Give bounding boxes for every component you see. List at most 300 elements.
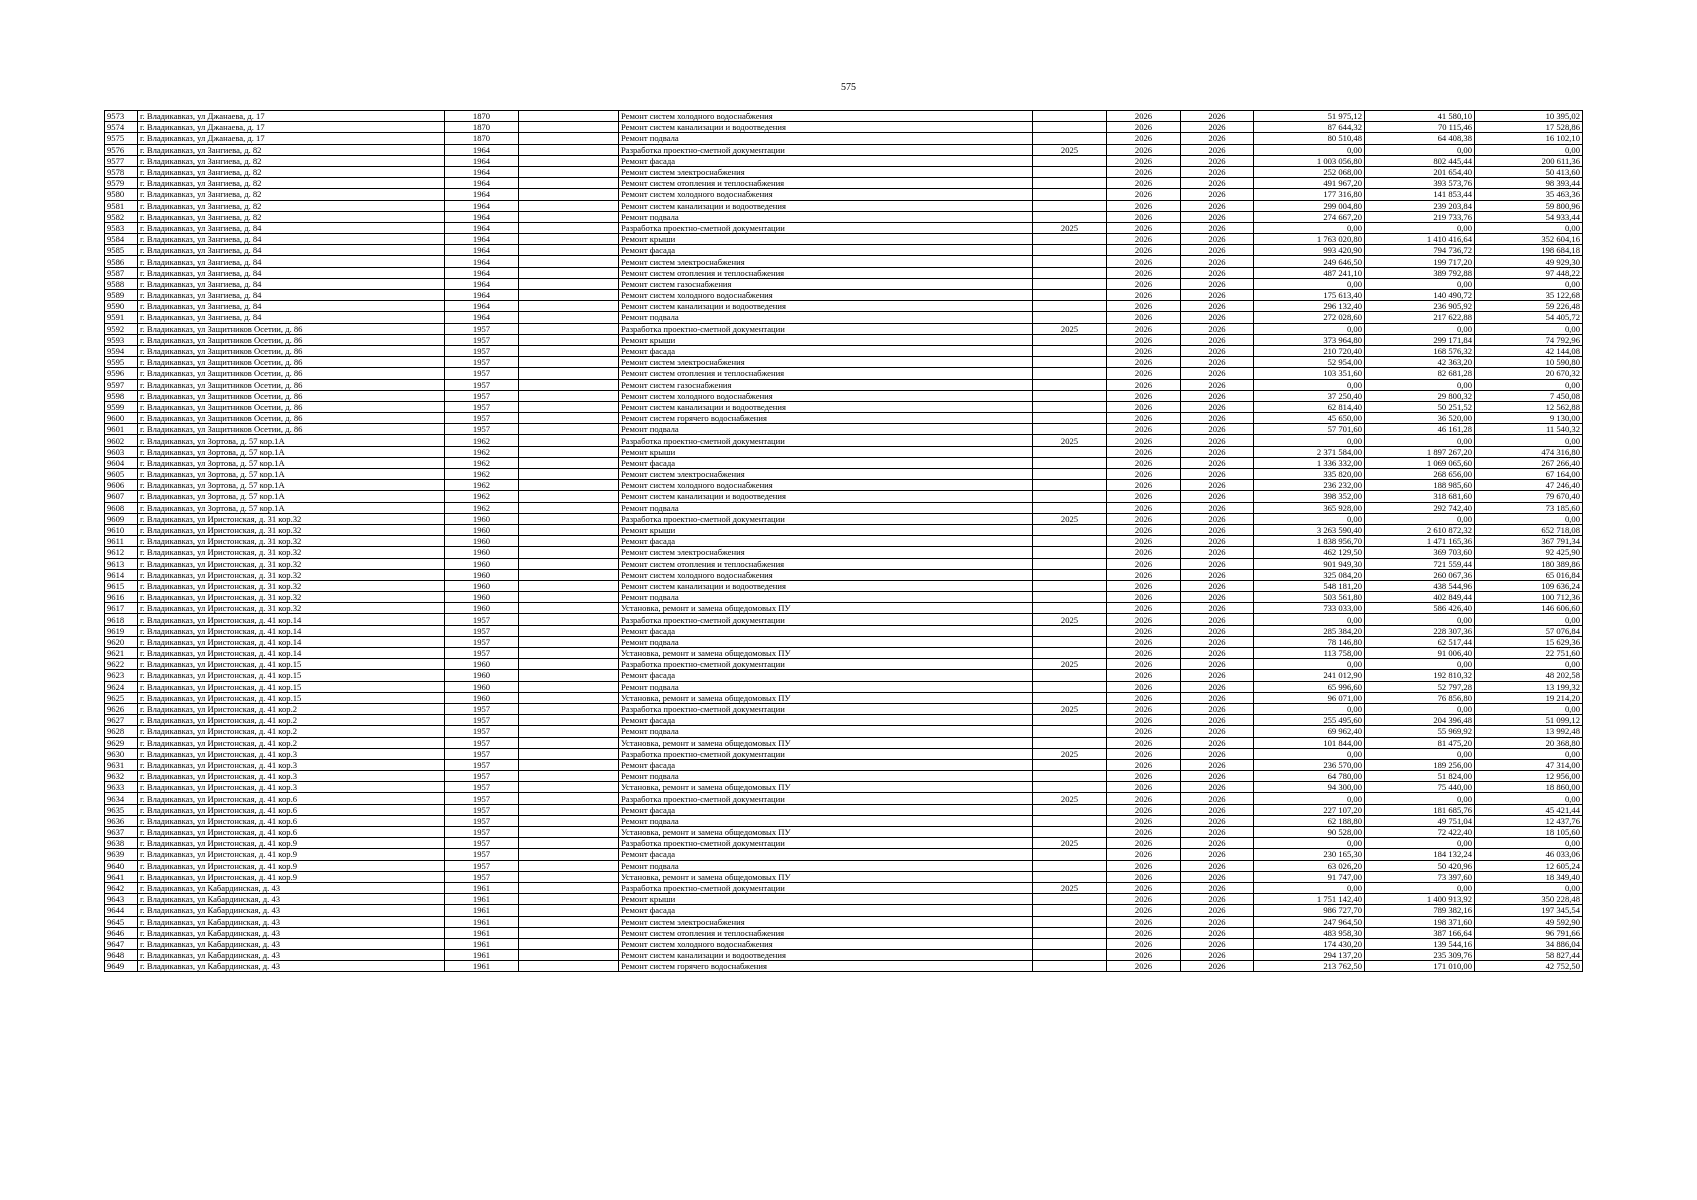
design-year-cell [1033,558,1107,569]
total-cost-cell: 0,00 [1254,659,1365,670]
work-type-cell: Ремонт систем холодного водоснабжения [619,938,1033,949]
address-cell: г. Владикавказ, ул Зангиева, д. 84 [138,290,445,301]
design-year-cell: 2025 [1033,435,1107,446]
fund-cost-cell: 204 396,48 [1365,715,1475,726]
design-year-cell [1033,480,1107,491]
fund-cost-cell: 299 171,84 [1365,334,1475,345]
year-built-cell: 1957 [445,390,519,401]
total-cost-cell: 1 336 332,00 [1254,457,1365,468]
row-number: 9627 [105,715,138,726]
total-cost-cell: 0,00 [1254,144,1365,155]
address-cell: г. Владикавказ, ул Иристонская, д. 41 кор.14 [138,614,445,625]
fund-cost-cell: 789 382,16 [1365,905,1475,916]
address-cell: г. Владикавказ, ул Иристонская, д. 41 кор.6 [138,804,445,815]
empty-cell [519,603,619,614]
fund-cost-cell: 139 544,16 [1365,938,1475,949]
end-year-cell: 2026 [1181,502,1254,513]
work-type-cell: Ремонт систем горячего водоснабжения [619,961,1033,972]
total-cost-cell: 398 352,00 [1254,491,1365,502]
empty-cell [519,715,619,726]
total-cost-cell: 103 351,60 [1254,368,1365,379]
start-year-cell: 2026 [1107,502,1181,513]
empty-cell [519,737,619,748]
total-cost-cell: 1 003 056,80 [1254,155,1365,166]
table-row [105,547,1583,558]
design-year-cell [1033,961,1107,972]
table-row [105,782,1583,793]
total-cost-cell: 285 384,20 [1254,625,1365,636]
start-year-cell: 2026 [1107,200,1181,211]
fund-cost-cell: 75 440,00 [1365,782,1475,793]
table-row [105,155,1583,166]
owners-cost-cell: 98 393,44 [1475,178,1583,189]
owners-cost-cell: 100 712,36 [1475,592,1583,603]
year-built-cell: 1961 [445,905,519,916]
work-type-cell: Установка, ремонт и замена общедомовых ПУ [619,648,1033,659]
empty-cell [519,189,619,200]
row-number: 9624 [105,681,138,692]
year-built-cell: 1957 [445,793,519,804]
year-built-cell: 1964 [445,189,519,200]
design-year-cell [1033,491,1107,502]
address-cell: г. Владикавказ, ул Иристонская, д. 41 кор.9 [138,838,445,849]
fund-cost-cell: 64 408,38 [1365,133,1475,144]
total-cost-cell: 247 964,50 [1254,916,1365,927]
start-year-cell: 2026 [1107,390,1181,401]
owners-cost-cell: 0,00 [1475,379,1583,390]
address-cell: г. Владикавказ, ул Защитников Осетии, д. 86 [138,401,445,412]
end-year-cell: 2026 [1181,200,1254,211]
total-cost-cell: 94 300,00 [1254,782,1365,793]
end-year-cell: 2026 [1181,670,1254,681]
design-year-cell [1033,726,1107,737]
owners-cost-cell: 47 246,40 [1475,480,1583,491]
start-year-cell: 2026 [1107,603,1181,614]
table-row [105,703,1583,714]
end-year-cell: 2026 [1181,278,1254,289]
owners-cost-cell: 92 425,90 [1475,547,1583,558]
start-year-cell: 2026 [1107,234,1181,245]
address-cell: г. Владикавказ, ул Иристонская, д. 31 кор.32 [138,603,445,614]
total-cost-cell: 487 241,10 [1254,267,1365,278]
empty-cell [519,267,619,278]
fund-cost-cell: 81 475,20 [1365,737,1475,748]
empty-cell [519,592,619,603]
fund-cost-cell: 171 010,00 [1365,961,1475,972]
owners-cost-cell: 11 540,32 [1475,424,1583,435]
table-row [105,827,1583,838]
design-year-cell [1033,524,1107,535]
row-number: 9579 [105,178,138,189]
empty-cell [519,200,619,211]
start-year-cell: 2026 [1107,950,1181,961]
address-cell: г. Владикавказ, ул Иристонская, д. 41 кор.15 [138,670,445,681]
start-year-cell: 2026 [1107,849,1181,860]
empty-cell [519,894,619,905]
row-number: 9646 [105,927,138,938]
end-year-cell: 2026 [1181,681,1254,692]
total-cost-cell: 230 165,30 [1254,849,1365,860]
work-type-cell: Разработка проектно-сметной документации [619,703,1033,714]
table-row [105,312,1583,323]
owners-cost-cell: 0,00 [1475,838,1583,849]
end-year-cell: 2026 [1181,345,1254,356]
end-year-cell: 2026 [1181,290,1254,301]
fund-cost-cell: 141 853,44 [1365,189,1475,200]
end-year-cell: 2026 [1181,950,1254,961]
year-built-cell: 1964 [445,222,519,233]
fund-cost-cell: 0,00 [1365,278,1475,289]
owners-cost-cell: 65 016,84 [1475,569,1583,580]
start-year-cell: 2026 [1107,681,1181,692]
start-year-cell: 2026 [1107,961,1181,972]
design-year-cell [1033,916,1107,927]
design-year-cell [1033,782,1107,793]
design-year-cell [1033,155,1107,166]
owners-cost-cell: 367 791,34 [1475,536,1583,547]
row-number: 9619 [105,625,138,636]
empty-cell [519,435,619,446]
work-type-cell: Ремонт фасада [619,457,1033,468]
fund-cost-cell: 0,00 [1365,323,1475,334]
fund-cost-cell: 55 969,92 [1365,726,1475,737]
year-built-cell: 1964 [445,312,519,323]
address-cell: г. Владикавказ, ул Иристонская, д. 41 кор.2 [138,703,445,714]
year-built-cell: 1957 [445,334,519,345]
row-number: 9633 [105,782,138,793]
row-number: 9587 [105,267,138,278]
start-year-cell: 2026 [1107,178,1181,189]
owners-cost-cell: 15 629,36 [1475,636,1583,647]
row-number: 9626 [105,703,138,714]
work-type-cell: Ремонт систем газоснабжения [619,379,1033,390]
owners-cost-cell: 49 592,90 [1475,916,1583,927]
work-type-cell: Ремонт крыши [619,334,1033,345]
table-row [105,838,1583,849]
fund-cost-cell: 192 810,32 [1365,670,1475,681]
address-cell: г. Владикавказ, ул Иристонская, д. 41 кор.14 [138,636,445,647]
work-type-cell: Ремонт систем холодного водоснабжения [619,189,1033,200]
address-cell: г. Владикавказ, ул Зангиева, д. 84 [138,245,445,256]
start-year-cell: 2026 [1107,144,1181,155]
work-type-cell: Ремонт подвала [619,592,1033,603]
design-year-cell [1033,290,1107,301]
fund-cost-cell: 369 703,60 [1365,547,1475,558]
design-year-cell: 2025 [1033,513,1107,524]
design-year-cell [1033,278,1107,289]
table-row [105,950,1583,961]
fund-cost-cell: 235 309,76 [1365,950,1475,961]
empty-cell [519,312,619,323]
design-year-cell: 2025 [1033,323,1107,334]
row-number: 9583 [105,222,138,233]
fund-cost-cell: 181 685,76 [1365,804,1475,815]
row-number: 9586 [105,256,138,267]
table-row [105,345,1583,356]
year-built-cell: 1961 [445,882,519,893]
row-number: 9582 [105,211,138,222]
empty-cell [519,625,619,636]
design-year-cell [1033,547,1107,558]
table-row [105,469,1583,480]
work-type-cell: Ремонт фасада [619,759,1033,770]
total-cost-cell: 65 996,60 [1254,681,1365,692]
table-row [105,894,1583,905]
row-number: 9606 [105,480,138,491]
table-row [105,905,1583,916]
end-year-cell: 2026 [1181,715,1254,726]
empty-cell [519,905,619,916]
empty-cell [519,457,619,468]
start-year-cell: 2026 [1107,256,1181,267]
address-cell: г. Владикавказ, ул Иристонская, д. 41 кор.2 [138,726,445,737]
address-cell: г. Владикавказ, ул Иристонская, д. 31 кор.32 [138,592,445,603]
empty-cell [519,301,619,312]
total-cost-cell: 175 613,40 [1254,290,1365,301]
work-type-cell: Ремонт фасада [619,670,1033,681]
owners-cost-cell: 34 886,04 [1475,938,1583,949]
table-row [105,737,1583,748]
row-number: 9591 [105,312,138,323]
year-built-cell: 1960 [445,592,519,603]
owners-cost-cell: 12 437,76 [1475,815,1583,826]
year-built-cell: 1957 [445,759,519,770]
owners-cost-cell: 0,00 [1475,278,1583,289]
start-year-cell: 2026 [1107,860,1181,871]
work-type-cell: Ремонт систем канализации и водоотведения [619,580,1033,591]
design-year-cell [1033,670,1107,681]
year-built-cell: 1960 [445,547,519,558]
year-built-cell: 1964 [445,144,519,155]
owners-cost-cell: 0,00 [1475,222,1583,233]
year-built-cell: 1870 [445,133,519,144]
work-type-cell: Ремонт фасада [619,155,1033,166]
year-built-cell: 1962 [445,446,519,457]
end-year-cell: 2026 [1181,267,1254,278]
fund-cost-cell: 50 420,96 [1365,860,1475,871]
work-type-cell: Ремонт крыши [619,234,1033,245]
design-year-cell [1033,827,1107,838]
total-cost-cell: 483 958,30 [1254,927,1365,938]
design-year-cell: 2025 [1033,614,1107,625]
empty-cell [519,379,619,390]
total-cost-cell: 0,00 [1254,614,1365,625]
total-cost-cell: 296 132,40 [1254,301,1365,312]
design-year-cell: 2025 [1033,882,1107,893]
row-number: 9603 [105,446,138,457]
table-row [105,670,1583,681]
empty-cell [519,256,619,267]
start-year-cell: 2026 [1107,491,1181,502]
empty-cell [519,804,619,815]
table-row [105,648,1583,659]
total-cost-cell: 62 188,80 [1254,815,1365,826]
empty-cell [519,580,619,591]
empty-cell [519,726,619,737]
row-number: 9577 [105,155,138,166]
owners-cost-cell: 0,00 [1475,144,1583,155]
row-number: 9594 [105,345,138,356]
owners-cost-cell: 180 389,86 [1475,558,1583,569]
design-year-cell [1033,580,1107,591]
row-number: 9585 [105,245,138,256]
design-year-cell [1033,871,1107,882]
row-number: 9616 [105,592,138,603]
work-type-cell: Ремонт подвала [619,211,1033,222]
empty-cell [519,536,619,547]
table-row [105,636,1583,647]
table-row [105,491,1583,502]
total-cost-cell: 365 928,00 [1254,502,1365,513]
start-year-cell: 2026 [1107,748,1181,759]
address-cell: г. Владикавказ, ул Зангиева, д. 84 [138,234,445,245]
start-year-cell: 2026 [1107,871,1181,882]
year-built-cell: 1960 [445,692,519,703]
owners-cost-cell: 35 463,36 [1475,189,1583,200]
address-cell: г. Владикавказ, ул Иристонская, д. 41 кор.14 [138,648,445,659]
end-year-cell: 2026 [1181,166,1254,177]
address-cell: г. Владикавказ, ул Зангиева, д. 84 [138,222,445,233]
design-year-cell [1033,938,1107,949]
design-year-cell [1033,536,1107,547]
table-row [105,580,1583,591]
row-number: 9642 [105,882,138,893]
owners-cost-cell: 7 450,08 [1475,390,1583,401]
start-year-cell: 2026 [1107,838,1181,849]
table-row [105,234,1583,245]
start-year-cell: 2026 [1107,804,1181,815]
year-built-cell: 1957 [445,715,519,726]
design-year-cell [1033,211,1107,222]
design-year-cell [1033,648,1107,659]
fund-cost-cell: 0,00 [1365,703,1475,714]
row-number: 9618 [105,614,138,625]
empty-cell [519,748,619,759]
row-number: 9576 [105,144,138,155]
fund-cost-cell: 219 733,76 [1365,211,1475,222]
design-year-cell [1033,111,1107,122]
address-cell: г. Владикавказ, ул Иристонская, д. 31 кор.32 [138,569,445,580]
owners-cost-cell: 0,00 [1475,748,1583,759]
address-cell: г. Владикавказ, ул Защитников Осетии, д. 86 [138,368,445,379]
end-year-cell: 2026 [1181,793,1254,804]
empty-cell [519,290,619,301]
end-year-cell: 2026 [1181,334,1254,345]
empty-cell [519,659,619,670]
empty-cell [519,368,619,379]
owners-cost-cell: 12 956,00 [1475,771,1583,782]
total-cost-cell: 1 763 020,80 [1254,234,1365,245]
year-built-cell: 1957 [445,368,519,379]
table-row [105,524,1583,535]
end-year-cell: 2026 [1181,222,1254,233]
empty-cell [519,446,619,457]
fund-cost-cell: 0,00 [1365,659,1475,670]
work-type-cell: Ремонт подвала [619,771,1033,782]
owners-cost-cell: 73 185,60 [1475,502,1583,513]
end-year-cell: 2026 [1181,927,1254,938]
owners-cost-cell: 198 684,18 [1475,245,1583,256]
empty-cell [519,491,619,502]
fund-cost-cell: 1 400 913,92 [1365,894,1475,905]
work-type-cell: Ремонт крыши [619,894,1033,905]
row-number: 9595 [105,357,138,368]
work-type-cell: Ремонт крыши [619,524,1033,535]
work-type-cell: Разработка проектно-сметной документации [619,614,1033,625]
address-cell: г. Владикавказ, ул Защитников Осетии, д. 86 [138,345,445,356]
fund-cost-cell: 236 905,92 [1365,301,1475,312]
table-row [105,200,1583,211]
row-number: 9597 [105,379,138,390]
design-year-cell [1033,905,1107,916]
start-year-cell: 2026 [1107,290,1181,301]
owners-cost-cell: 9 130,00 [1475,413,1583,424]
end-year-cell: 2026 [1181,916,1254,927]
year-built-cell: 1957 [445,748,519,759]
row-number: 9620 [105,636,138,647]
table-row [105,614,1583,625]
start-year-cell: 2026 [1107,905,1181,916]
table-row [105,368,1583,379]
start-year-cell: 2026 [1107,312,1181,323]
design-year-cell [1033,312,1107,323]
design-year-cell [1033,804,1107,815]
row-number: 9630 [105,748,138,759]
owners-cost-cell: 13 992,48 [1475,726,1583,737]
owners-cost-cell: 20 368,80 [1475,737,1583,748]
table-row [105,245,1583,256]
empty-cell [519,178,619,189]
start-year-cell: 2026 [1107,692,1181,703]
end-year-cell: 2026 [1181,737,1254,748]
owners-cost-cell: 59 800,96 [1475,200,1583,211]
end-year-cell: 2026 [1181,457,1254,468]
design-year-cell [1033,256,1107,267]
work-type-cell: Ремонт фасада [619,345,1033,356]
address-cell: г. Владикавказ, ул Зангиева, д. 82 [138,144,445,155]
row-number: 9621 [105,648,138,659]
empty-cell [519,413,619,424]
end-year-cell: 2026 [1181,961,1254,972]
year-built-cell: 1961 [445,950,519,961]
work-type-cell: Разработка проектно-сметной документации [619,323,1033,334]
fund-cost-cell: 802 445,44 [1365,155,1475,166]
total-cost-cell: 0,00 [1254,435,1365,446]
empty-cell [519,916,619,927]
empty-cell [519,569,619,580]
work-type-cell: Разработка проектно-сметной документации [619,882,1033,893]
work-type-cell: Ремонт подвала [619,726,1033,737]
owners-cost-cell: 0,00 [1475,882,1583,893]
work-type-cell: Ремонт систем отопления и теплоснабжения [619,927,1033,938]
total-cost-cell: 0,00 [1254,748,1365,759]
owners-cost-cell: 0,00 [1475,659,1583,670]
row-number: 9589 [105,290,138,301]
row-number: 9613 [105,558,138,569]
start-year-cell: 2026 [1107,894,1181,905]
address-cell: г. Владикавказ, ул Иристонская, д. 41 кор.9 [138,860,445,871]
work-type-cell: Ремонт систем отопления и теплоснабжения [619,558,1033,569]
work-type-cell: Ремонт систем холодного водоснабжения [619,390,1033,401]
owners-cost-cell: 12 605,24 [1475,860,1583,871]
fund-cost-cell: 52 797,28 [1365,681,1475,692]
owners-cost-cell: 49 929,30 [1475,256,1583,267]
start-year-cell: 2026 [1107,793,1181,804]
start-year-cell: 2026 [1107,379,1181,390]
work-type-cell: Ремонт систем электроснабжения [619,357,1033,368]
empty-cell [519,345,619,356]
table-row [105,681,1583,692]
